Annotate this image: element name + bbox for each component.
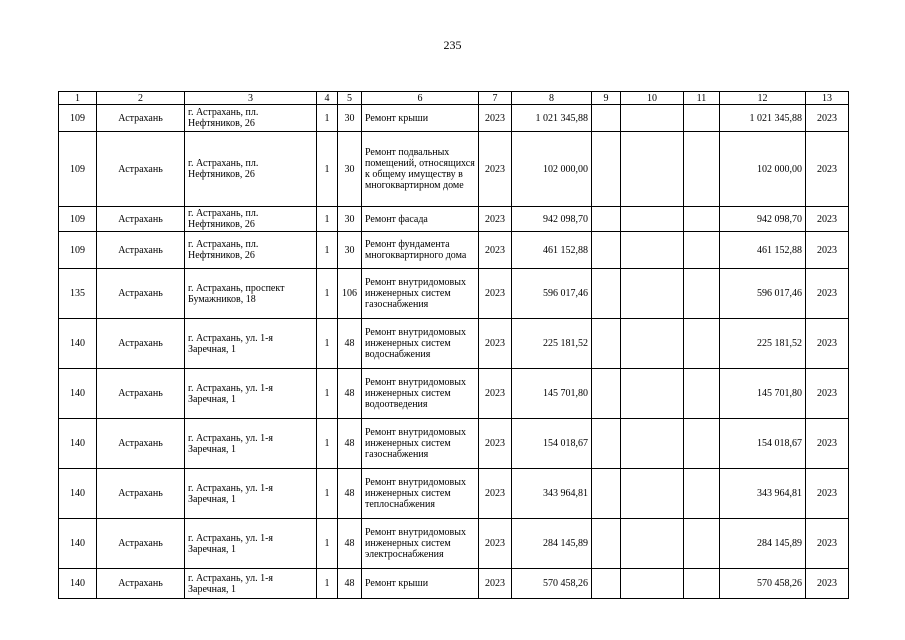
completion-year-cell: 2023 (806, 319, 849, 369)
work-type-cell: Ремонт крыши (362, 569, 479, 599)
apartments-cell: 106 (338, 269, 362, 319)
year-cell: 2023 (479, 105, 512, 132)
header-cell: 1 (59, 92, 97, 105)
locality-cell: Астрахань (97, 232, 185, 269)
header-cell: 11 (684, 92, 720, 105)
cost-col10-cell (621, 232, 684, 269)
work-type-cell: Ремонт внутридомовых инженерных систем водоснабжения (362, 319, 479, 369)
work-type-cell: Ремонт фундамента многоквартирного дома (362, 232, 479, 269)
total-cost-cell: 154 018,67 (512, 419, 592, 469)
cost-col9-cell (592, 469, 621, 519)
table-row (59, 269, 849, 319)
header-cell: 3 (185, 92, 317, 105)
apartments-cell: 48 (338, 419, 362, 469)
work-type-cell: Ремонт крыши (362, 105, 479, 132)
entrances-cell: 1 (317, 319, 338, 369)
completion-year-cell: 2023 (806, 569, 849, 599)
fund-cost-cell: 942 098,70 (720, 207, 806, 232)
header-cell: 6 (362, 92, 479, 105)
year-cell: 2023 (479, 232, 512, 269)
cost-col11-cell (684, 419, 720, 469)
cost-col9-cell (592, 369, 621, 419)
table-row (59, 569, 849, 599)
completion-year-cell: 2023 (806, 419, 849, 469)
locality-cell: Астрахань (97, 207, 185, 232)
cost-col11-cell (684, 232, 720, 269)
entrances-cell: 1 (317, 569, 338, 599)
cost-col9-cell (592, 207, 621, 232)
cost-col10-cell (621, 469, 684, 519)
address-cell: г. Астрахань, ул. 1-я Заречная, 1 (185, 469, 317, 519)
cost-col9-cell (592, 419, 621, 469)
cost-col11-cell (684, 207, 720, 232)
work-type-cell: Ремонт внутридомовых инженерных систем водоотведения (362, 369, 479, 419)
year-cell: 2023 (479, 569, 512, 599)
locality-cell: Астрахань (97, 519, 185, 569)
header-cell: 2 (97, 92, 185, 105)
apartments-cell: 30 (338, 105, 362, 132)
cost-col10-cell (621, 132, 684, 207)
work-type-cell: Ремонт подвальных помещений, относящихся к общему имуществу в многоквартирном доме (362, 132, 479, 207)
completion-year-cell: 2023 (806, 105, 849, 132)
year-cell: 2023 (479, 207, 512, 232)
fund-cost-cell: 1 021 345,88 (720, 105, 806, 132)
completion-year-cell: 2023 (806, 519, 849, 569)
entrances-cell: 1 (317, 269, 338, 319)
header-row (59, 92, 849, 105)
address-cell: г. Астрахань, проспект Бумажников, 18 (185, 269, 317, 319)
work-type-cell: Ремонт внутридомовых инженерных систем электроснабжения (362, 519, 479, 569)
table-row (59, 419, 849, 469)
address-cell: г. Астрахань, пл. Нефтяников, 26 (185, 132, 317, 207)
address-cell: г. Астрахань, ул. 1-я Заречная, 1 (185, 419, 317, 469)
address-cell: г. Астрахань, пл. Нефтяников, 26 (185, 232, 317, 269)
year-cell: 2023 (479, 132, 512, 207)
address-cell: г. Астрахань, ул. 1-я Заречная, 1 (185, 519, 317, 569)
cost-col10-cell (621, 569, 684, 599)
cost-col9-cell (592, 269, 621, 319)
apartments-cell: 48 (338, 519, 362, 569)
completion-year-cell: 2023 (806, 269, 849, 319)
apartments-cell: 48 (338, 569, 362, 599)
fund-cost-cell: 343 964,81 (720, 469, 806, 519)
fund-cost-cell: 461 152,88 (720, 232, 806, 269)
header-cell: 5 (338, 92, 362, 105)
row-number-cell: 109 (59, 132, 97, 207)
row-number-cell: 140 (59, 369, 97, 419)
apartments-cell: 30 (338, 132, 362, 207)
entrances-cell: 1 (317, 207, 338, 232)
work-type-cell: Ремонт внутридомовых инженерных систем газоснабжения (362, 269, 479, 319)
locality-cell: Астрахань (97, 569, 185, 599)
cost-col9-cell (592, 569, 621, 599)
fund-cost-cell: 284 145,89 (720, 519, 806, 569)
header-cell: 9 (592, 92, 621, 105)
entrances-cell: 1 (317, 232, 338, 269)
cost-col10-cell (621, 207, 684, 232)
table-row (59, 319, 849, 369)
table-row (59, 132, 849, 207)
header-cell: 8 (512, 92, 592, 105)
header-cell: 7 (479, 92, 512, 105)
fund-cost-cell: 596 017,46 (720, 269, 806, 319)
cost-col9-cell (592, 105, 621, 132)
cost-col9-cell (592, 232, 621, 269)
cost-col10-cell (621, 105, 684, 132)
total-cost-cell: 102 000,00 (512, 132, 592, 207)
total-cost-cell: 145 701,80 (512, 369, 592, 419)
entrances-cell: 1 (317, 419, 338, 469)
total-cost-cell: 461 152,88 (512, 232, 592, 269)
entrances-cell: 1 (317, 369, 338, 419)
row-number-cell: 140 (59, 519, 97, 569)
fund-cost-cell: 145 701,80 (720, 369, 806, 419)
table-row (59, 369, 849, 419)
header-cell: 12 (720, 92, 806, 105)
work-type-cell: Ремонт внутридомовых инженерных систем теплоснабжения (362, 469, 479, 519)
cost-col9-cell (592, 519, 621, 569)
completion-year-cell: 2023 (806, 132, 849, 207)
cost-col11-cell (684, 319, 720, 369)
address-cell: г. Астрахань, пл. Нефтяников, 26 (185, 105, 317, 132)
row-number-cell: 135 (59, 269, 97, 319)
entrances-cell: 1 (317, 105, 338, 132)
apartments-cell: 30 (338, 207, 362, 232)
locality-cell: Астрахань (97, 269, 185, 319)
table-row (59, 232, 849, 269)
total-cost-cell: 596 017,46 (512, 269, 592, 319)
year-cell: 2023 (479, 319, 512, 369)
apartments-cell: 48 (338, 319, 362, 369)
apartments-cell: 30 (338, 232, 362, 269)
year-cell: 2023 (479, 269, 512, 319)
apartments-cell: 48 (338, 369, 362, 419)
fund-cost-cell: 102 000,00 (720, 132, 806, 207)
table-row (59, 207, 849, 232)
locality-cell: Астрахань (97, 132, 185, 207)
page-number: 235 (443, 38, 462, 52)
row-number-cell: 109 (59, 105, 97, 132)
row-number-cell: 140 (59, 319, 97, 369)
entrances-cell: 1 (317, 519, 338, 569)
address-cell: г. Астрахань, ул. 1-я Заречная, 1 (185, 569, 317, 599)
entrances-cell: 1 (317, 132, 338, 207)
year-cell: 2023 (479, 519, 512, 569)
cost-col9-cell (592, 319, 621, 369)
cost-col11-cell (684, 105, 720, 132)
year-cell: 2023 (479, 419, 512, 469)
header-cell: 10 (621, 92, 684, 105)
row-number-cell: 140 (59, 569, 97, 599)
cost-col11-cell (684, 132, 720, 207)
cost-col10-cell (621, 319, 684, 369)
cost-col10-cell (621, 519, 684, 569)
completion-year-cell: 2023 (806, 207, 849, 232)
total-cost-cell: 225 181,52 (512, 319, 592, 369)
locality-cell: Астрахань (97, 419, 185, 469)
row-number-cell: 109 (59, 207, 97, 232)
total-cost-cell: 1 021 345,88 (512, 105, 592, 132)
address-cell: г. Астрахань, ул. 1-я Заречная, 1 (185, 319, 317, 369)
year-cell: 2023 (479, 369, 512, 419)
locality-cell: Астрахань (97, 369, 185, 419)
cost-col9-cell (592, 132, 621, 207)
total-cost-cell: 284 145,89 (512, 519, 592, 569)
cost-col11-cell (684, 569, 720, 599)
header-cell: 4 (317, 92, 338, 105)
fund-cost-cell: 154 018,67 (720, 419, 806, 469)
repair-schedule-table (58, 91, 849, 599)
table-row (59, 105, 849, 132)
cost-col11-cell (684, 519, 720, 569)
completion-year-cell: 2023 (806, 469, 849, 519)
work-type-cell: Ремонт внутридомовых инженерных систем газоснабжения (362, 419, 479, 469)
row-number-cell: 140 (59, 469, 97, 519)
completion-year-cell: 2023 (806, 232, 849, 269)
cost-col11-cell (684, 269, 720, 319)
address-cell: г. Астрахань, ул. 1-я Заречная, 1 (185, 369, 317, 419)
year-cell: 2023 (479, 469, 512, 519)
fund-cost-cell: 570 458,26 (720, 569, 806, 599)
fund-cost-cell: 225 181,52 (720, 319, 806, 369)
cost-col10-cell (621, 419, 684, 469)
cost-col10-cell (621, 369, 684, 419)
locality-cell: Астрахань (97, 469, 185, 519)
header-cell: 13 (806, 92, 849, 105)
locality-cell: Астрахань (97, 319, 185, 369)
row-number-cell: 109 (59, 232, 97, 269)
row-number-cell: 140 (59, 419, 97, 469)
total-cost-cell: 343 964,81 (512, 469, 592, 519)
locality-cell: Астрахань (97, 105, 185, 132)
table-row (59, 469, 849, 519)
table-row (59, 519, 849, 569)
cost-col11-cell (684, 469, 720, 519)
work-type-cell: Ремонт фасада (362, 207, 479, 232)
entrances-cell: 1 (317, 469, 338, 519)
completion-year-cell: 2023 (806, 369, 849, 419)
cost-col10-cell (621, 269, 684, 319)
total-cost-cell: 942 098,70 (512, 207, 592, 232)
total-cost-cell: 570 458,26 (512, 569, 592, 599)
apartments-cell: 48 (338, 469, 362, 519)
address-cell: г. Астрахань, пл. Нефтяников, 26 (185, 207, 317, 232)
cost-col11-cell (684, 369, 720, 419)
